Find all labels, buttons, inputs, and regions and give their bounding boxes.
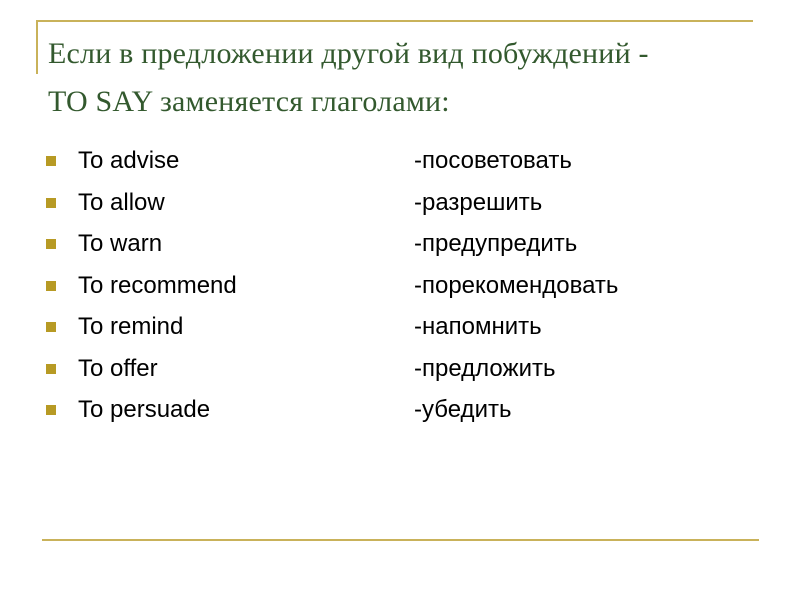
russian-translation: -предупредить — [414, 230, 578, 257]
list-item — [44, 267, 764, 309]
english-verb: To advise — [78, 147, 180, 174]
square-bullet-icon — [46, 198, 56, 208]
square-bullet-icon — [46, 156, 56, 166]
verb-list — [44, 142, 764, 433]
square-bullet-icon — [46, 405, 56, 415]
list-item — [44, 350, 764, 392]
list-item — [44, 142, 764, 184]
russian-translation: -посоветовать — [414, 147, 572, 174]
list-item — [44, 184, 764, 226]
english-verb: To remind — [78, 313, 184, 340]
russian-translation: -разрешить — [414, 188, 543, 216]
list-item — [44, 391, 764, 433]
english-verb: To offer — [78, 354, 158, 382]
left-rule — [36, 20, 38, 74]
english-verb: To recommend — [78, 271, 237, 299]
top-rule — [36, 20, 753, 22]
english-verb: To allow — [78, 188, 165, 216]
russian-translation: -порекомендовать — [414, 271, 619, 299]
title-line-1: Если в предложении другой вид побуждений - — [48, 37, 649, 70]
russian-translation: -предложить — [414, 354, 556, 382]
english-verb: To warn — [78, 230, 163, 257]
list-item — [44, 225, 764, 267]
title-line-2: TO SAY заменяется глаголами: — [48, 85, 450, 118]
russian-translation: -напомнить — [414, 313, 542, 340]
russian-translation: -убедить — [414, 396, 512, 423]
square-bullet-icon — [46, 322, 56, 332]
list-item — [44, 308, 764, 350]
bottom-rule — [42, 539, 759, 541]
slide-title — [48, 30, 768, 126]
square-bullet-icon — [46, 239, 56, 249]
english-verb: To persuade — [78, 396, 211, 423]
square-bullet-icon — [46, 364, 56, 374]
square-bullet-icon — [46, 281, 56, 291]
